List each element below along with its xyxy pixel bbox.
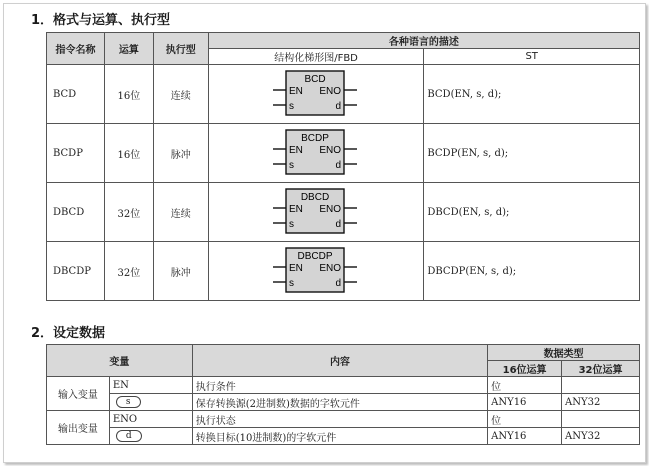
type-32bit	[562, 411, 640, 428]
fbd-eno-label: ENO	[319, 204, 342, 215]
variable-content: 转换目标(10进制数)的字软元件	[192, 428, 487, 445]
fbd-s-label: s	[289, 101, 295, 112]
type-16bit: 位	[488, 411, 562, 428]
fbd-cell	[208, 242, 424, 301]
fbd-eno-label: ENO	[319, 145, 342, 156]
type-32bit	[562, 377, 640, 394]
variable-name: ENO	[112, 413, 138, 425]
fbd-s-label: s	[289, 160, 295, 171]
header-operation: 运算	[104, 33, 153, 65]
fbd-en-label: EN	[289, 86, 303, 97]
variable-name-cell	[109, 377, 192, 394]
settings-table	[46, 344, 640, 445]
fbd-block	[270, 246, 362, 296]
st-expression: DBCD(EN, s, d);	[424, 183, 640, 242]
header-32bit: 32位运算	[562, 361, 640, 377]
variable-content: 执行状态	[192, 411, 487, 428]
section1-title: 1．格式与运算、执行型	[31, 13, 171, 28]
instruction-row	[47, 65, 640, 124]
instruction-row	[47, 124, 640, 183]
fbd-s-label: s	[289, 219, 295, 230]
type-16bit: 位	[488, 377, 562, 394]
header-content: 内容	[192, 345, 487, 377]
fbd-cell	[208, 65, 424, 124]
fbd-cell	[208, 183, 424, 242]
exec-type: 连续	[153, 65, 208, 124]
variable-row	[47, 411, 640, 428]
variable-group-label: 输入变量	[47, 377, 110, 411]
fbd-eno-label: ENO	[319, 263, 342, 274]
variable-content: 执行条件	[192, 377, 487, 394]
header-variable: 变量	[47, 345, 193, 377]
header-instruction: 指令名称	[47, 33, 105, 65]
exec-type: 脉冲	[153, 124, 208, 183]
fbd-block-title: DBCDP	[297, 251, 333, 262]
variable-name-cell	[109, 428, 192, 445]
variable-content: 保存转换源(2进制数)数据的字软元件	[192, 394, 487, 411]
operation-bits: 32位	[104, 183, 153, 242]
fbd-block-title: DBCD	[300, 192, 330, 203]
fbd-block-title: BCDP	[301, 133, 329, 144]
fbd-en-label: EN	[289, 145, 303, 156]
type-32bit: ANY32	[562, 394, 640, 411]
st-expression: DBCDP(EN, s, d);	[424, 242, 640, 301]
operation-bits: 16位	[104, 65, 153, 124]
variable-row	[47, 394, 640, 411]
operation-bits: 16位	[104, 124, 153, 183]
header-16bit: 16位运算	[488, 361, 562, 377]
instruction-name: DBCD	[47, 183, 105, 242]
operation-bits: 32位	[104, 242, 153, 301]
variable-name-cell	[109, 394, 192, 411]
st-expression: BCD(EN, s, d);	[424, 65, 640, 124]
exec-type: 连续	[153, 183, 208, 242]
header-data-type: 数据类型	[488, 345, 640, 361]
header-st: ST	[424, 49, 640, 65]
operand-symbol: s	[116, 396, 141, 408]
fbd-block	[270, 128, 362, 178]
exec-type: 脉冲	[153, 242, 208, 301]
instruction-name: BCD	[47, 65, 105, 124]
fbd-eno-label: ENO	[319, 86, 342, 97]
type-16bit: ANY16	[488, 394, 562, 411]
fbd-en-label: EN	[289, 204, 303, 215]
instruction-row	[47, 242, 640, 301]
variable-row	[47, 377, 640, 394]
instruction-name: BCDP	[47, 124, 105, 183]
operand-symbol: d	[116, 430, 142, 442]
header-fbd: 结构化梯形图/FBD	[208, 49, 424, 65]
section2-title: 2．设定数据	[31, 326, 106, 341]
variable-row	[47, 428, 640, 445]
fbd-d-label: d	[335, 278, 342, 289]
st-expression: BCDP(EN, s, d);	[424, 124, 640, 183]
fbd-d-label: d	[335, 101, 342, 112]
fbd-d-label: d	[335, 219, 342, 230]
instruction-name: DBCDP	[47, 242, 105, 301]
instruction-row	[47, 183, 640, 242]
fbd-cell	[208, 124, 424, 183]
fbd-block	[270, 187, 362, 237]
format-table	[46, 32, 640, 301]
variable-group-label: 输出变量	[47, 411, 110, 445]
fbd-en-label: EN	[289, 263, 303, 274]
type-32bit: ANY32	[562, 428, 640, 445]
variable-name: EN	[112, 379, 129, 391]
type-16bit: ANY16	[488, 428, 562, 445]
header-exec-type: 执行型	[153, 33, 208, 65]
fbd-block	[270, 69, 362, 119]
header-languages: 各种语言的描述	[208, 33, 639, 49]
fbd-block-title: BCD	[304, 74, 326, 85]
fbd-s-label: s	[289, 278, 295, 289]
fbd-d-label: d	[335, 160, 342, 171]
variable-name-cell	[109, 411, 192, 428]
